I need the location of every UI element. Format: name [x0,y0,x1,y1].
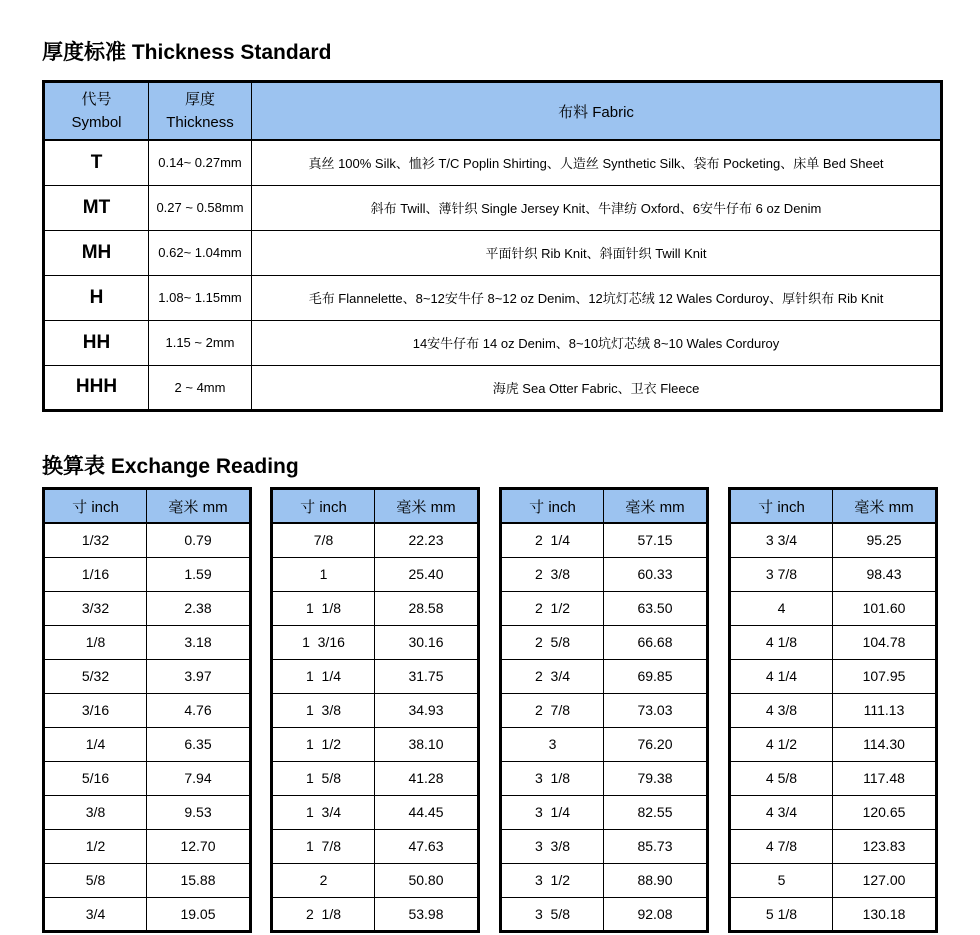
cell-mm: 3.97 [147,659,251,693]
mm-column-header: 毫米 mm [833,489,937,524]
cell-inch: 1/32 [44,523,147,557]
thickness-table-body [44,140,942,410]
thickness-header-en: Thickness [166,114,234,131]
exchange-table-2 [270,487,480,933]
fabric-column-header: 布料 Fabric [252,82,942,141]
cell-inch: 2 [272,863,375,897]
cell-inch: 1 3/8 [272,693,375,727]
cell-inch: 4 1/8 [730,625,833,659]
exchange-table-3-body [501,523,708,931]
cell-inch: 4 7/8 [730,829,833,863]
exchange-header-row [501,489,708,524]
cell-mm: 101.60 [833,591,937,625]
table-row [44,275,942,320]
table-row [44,557,251,591]
cell-symbol: HHH [44,365,149,410]
table-row [44,795,251,829]
cell-mm: 44.45 [375,795,479,829]
table-row [272,523,479,557]
cell-inch: 5 1/8 [730,897,833,931]
table-row [730,659,937,693]
cell-mm: 12.70 [147,829,251,863]
cell-mm: 63.50 [604,591,708,625]
cell-thickness: 0.62~ 1.04mm [149,230,252,275]
cell-fabric: 毛布 Flannelette、8~12安牛仔 8~12 oz Denim、12坑灯芯绒 12 Wales Corduroy、厚针织布 Rib Knit [252,275,942,320]
cell-inch: 2 3/8 [501,557,604,591]
cell-mm: 120.65 [833,795,937,829]
table-row [44,140,942,185]
cell-mm: 66.68 [604,625,708,659]
table-row [730,863,937,897]
exchange-table-4-body [730,523,937,931]
thickness-table [42,80,943,412]
cell-mm: 53.98 [375,897,479,931]
table-row [44,761,251,795]
table-row [44,863,251,897]
cell-fabric: 海虎 Sea Otter Fabric、卫衣 Fleece [252,365,942,410]
cell-mm: 34.93 [375,693,479,727]
table-row [501,659,708,693]
cell-inch: 5/16 [44,761,147,795]
table-row [272,761,479,795]
cell-inch: 1 1/8 [272,591,375,625]
cell-mm: 117.48 [833,761,937,795]
cell-mm: 3.18 [147,625,251,659]
cell-mm: 95.25 [833,523,937,557]
table-row [730,727,937,761]
cell-inch: 1 5/8 [272,761,375,795]
cell-thickness: 0.27 ~ 0.58mm [149,185,252,230]
symbol-header-en: Symbol [71,114,122,131]
cell-mm: 85.73 [604,829,708,863]
cell-symbol: MH [44,230,149,275]
table-row [730,591,937,625]
table-row [44,727,251,761]
cell-inch: 2 5/8 [501,625,604,659]
symbol-header-zh: 代号 [81,90,112,108]
cell-mm: 69.85 [604,659,708,693]
cell-mm: 79.38 [604,761,708,795]
cell-inch: 4 5/8 [730,761,833,795]
thickness-column-header [149,82,252,141]
mm-column-header: 毫米 mm [604,489,708,524]
cell-mm: 73.03 [604,693,708,727]
exchange-table-1-body [44,523,251,931]
symbol-column-header [44,82,149,141]
cell-inch: 1/2 [44,829,147,863]
exchange-header-row [730,489,937,524]
cell-inch: 1/16 [44,557,147,591]
cell-thickness: 1.15 ~ 2mm [149,320,252,365]
cell-inch: 3 [501,727,604,761]
cell-mm: 82.55 [604,795,708,829]
table-row [272,863,479,897]
cell-inch: 2 7/8 [501,693,604,727]
table-row [44,320,942,365]
cell-mm: 88.90 [604,863,708,897]
cell-inch: 3 1/8 [501,761,604,795]
table-row [501,897,708,931]
cell-mm: 47.63 [375,829,479,863]
cell-fabric: 平面针织 Rib Knit、斜面针织 Twill Knit [252,230,942,275]
cell-mm: 0.79 [147,523,251,557]
cell-fabric: 真丝 100% Silk、恤衫 T/C Poplin Shirting、人造丝 Synthetic Silk、袋布 Pocketing、床单 Bed Sheet [252,140,942,185]
cell-inch: 4 3/8 [730,693,833,727]
table-row [501,591,708,625]
cell-inch: 2 1/4 [501,523,604,557]
cell-mm: 2.38 [147,591,251,625]
table-row [730,795,937,829]
thickness-header-zh: 厚度 [184,90,215,108]
table-row [44,230,942,275]
table-row [44,897,251,931]
cell-mm: 127.00 [833,863,937,897]
table-row [272,829,479,863]
cell-inch: 4 [730,591,833,625]
cell-inch: 2 1/2 [501,591,604,625]
cell-symbol: T [44,140,149,185]
table-row [730,523,937,557]
table-row [44,693,251,727]
cell-mm: 50.80 [375,863,479,897]
cell-inch: 1 7/8 [272,829,375,863]
cell-mm: 98.43 [833,557,937,591]
thickness-header-row [44,82,942,141]
inch-column-header: 寸 inch [44,489,147,524]
cell-inch: 3 3/8 [501,829,604,863]
table-row [501,795,708,829]
cell-mm: 76.20 [604,727,708,761]
cell-inch: 3/32 [44,591,147,625]
cell-mm: 22.23 [375,523,479,557]
cell-inch: 1 1/4 [272,659,375,693]
table-row [44,523,251,557]
cell-mm: 15.88 [147,863,251,897]
cell-inch: 1 3/4 [272,795,375,829]
cell-inch: 3 1/4 [501,795,604,829]
cell-inch: 2 3/4 [501,659,604,693]
table-row [501,693,708,727]
table-row [272,557,479,591]
table-row [730,557,937,591]
cell-mm: 92.08 [604,897,708,931]
cell-mm: 111.13 [833,693,937,727]
exchange-header-row [272,489,479,524]
table-row [272,625,479,659]
cell-mm: 107.95 [833,659,937,693]
cell-mm: 1.59 [147,557,251,591]
table-row [730,693,937,727]
cell-thickness: 1.08~ 1.15mm [149,275,252,320]
cell-inch: 1 3/16 [272,625,375,659]
table-row [730,829,937,863]
table-row [501,557,708,591]
cell-inch: 5/32 [44,659,147,693]
cell-inch: 3 7/8 [730,557,833,591]
table-row [501,727,708,761]
exchange-reading-title: 换算表 Exchange Reading [42,455,299,478]
table-row [501,625,708,659]
cell-inch: 3 3/4 [730,523,833,557]
cell-inch: 1 [272,557,375,591]
thickness-standard-title: 厚度标准 Thickness Standard [42,41,332,64]
cell-inch: 3 5/8 [501,897,604,931]
table-row [272,727,479,761]
table-row [730,625,937,659]
exchange-table-3 [499,487,709,933]
table-row [501,761,708,795]
cell-mm: 114.30 [833,727,937,761]
table-row [272,693,479,727]
cell-inch: 3 1/2 [501,863,604,897]
cell-mm: 57.15 [604,523,708,557]
table-row [272,591,479,625]
table-row [44,591,251,625]
cell-mm: 7.94 [147,761,251,795]
cell-mm: 41.28 [375,761,479,795]
cell-mm: 28.58 [375,591,479,625]
mm-column-header: 毫米 mm [147,489,251,524]
exchange-table-2-body [272,523,479,931]
cell-mm: 130.18 [833,897,937,931]
table-row [501,863,708,897]
table-row [501,829,708,863]
exchange-table-1 [42,487,252,933]
table-row [730,897,937,931]
cell-mm: 31.75 [375,659,479,693]
table-row [272,795,479,829]
cell-symbol: H [44,275,149,320]
cell-mm: 25.40 [375,557,479,591]
inch-column-header: 寸 inch [501,489,604,524]
cell-mm: 104.78 [833,625,937,659]
cell-fabric: 斜布 Twill、薄针织 Single Jersey Knit、牛津纺 Oxford、6安牛仔布 6 oz Denim [252,185,942,230]
cell-inch: 7/8 [272,523,375,557]
cell-mm: 30.16 [375,625,479,659]
cell-inch: 3/4 [44,897,147,931]
exchange-header-row [44,489,251,524]
table-row [730,761,937,795]
cell-mm: 4.76 [147,693,251,727]
table-row [44,829,251,863]
inch-column-header: 寸 inch [272,489,375,524]
mm-column-header: 毫米 mm [375,489,479,524]
table-row [44,659,251,693]
cell-fabric: 14安牛仔布 14 oz Denim、8~10坑灯芯绒 8~10 Wales Corduroy [252,320,942,365]
cell-inch: 1/8 [44,625,147,659]
cell-mm: 123.83 [833,829,937,863]
table-row [44,365,942,410]
cell-inch: 1 1/2 [272,727,375,761]
table-row [272,659,479,693]
cell-mm: 38.10 [375,727,479,761]
cell-thickness: 2 ~ 4mm [149,365,252,410]
cell-inch: 3/16 [44,693,147,727]
cell-mm: 9.53 [147,795,251,829]
inch-column-header: 寸 inch [730,489,833,524]
cell-inch: 4 1/4 [730,659,833,693]
table-row [272,897,479,931]
table-row [44,625,251,659]
exchange-table-4 [728,487,938,933]
cell-inch: 1/4 [44,727,147,761]
cell-inch: 2 1/8 [272,897,375,931]
cell-mm: 19.05 [147,897,251,931]
cell-mm: 60.33 [604,557,708,591]
table-row [44,185,942,230]
cell-inch: 4 1/2 [730,727,833,761]
cell-inch: 5 [730,863,833,897]
cell-mm: 6.35 [147,727,251,761]
cell-inch: 3/8 [44,795,147,829]
cell-inch: 5/8 [44,863,147,897]
cell-inch: 4 3/4 [730,795,833,829]
cell-thickness: 0.14~ 0.27mm [149,140,252,185]
cell-symbol: HH [44,320,149,365]
cell-symbol: MT [44,185,149,230]
table-row [501,523,708,557]
